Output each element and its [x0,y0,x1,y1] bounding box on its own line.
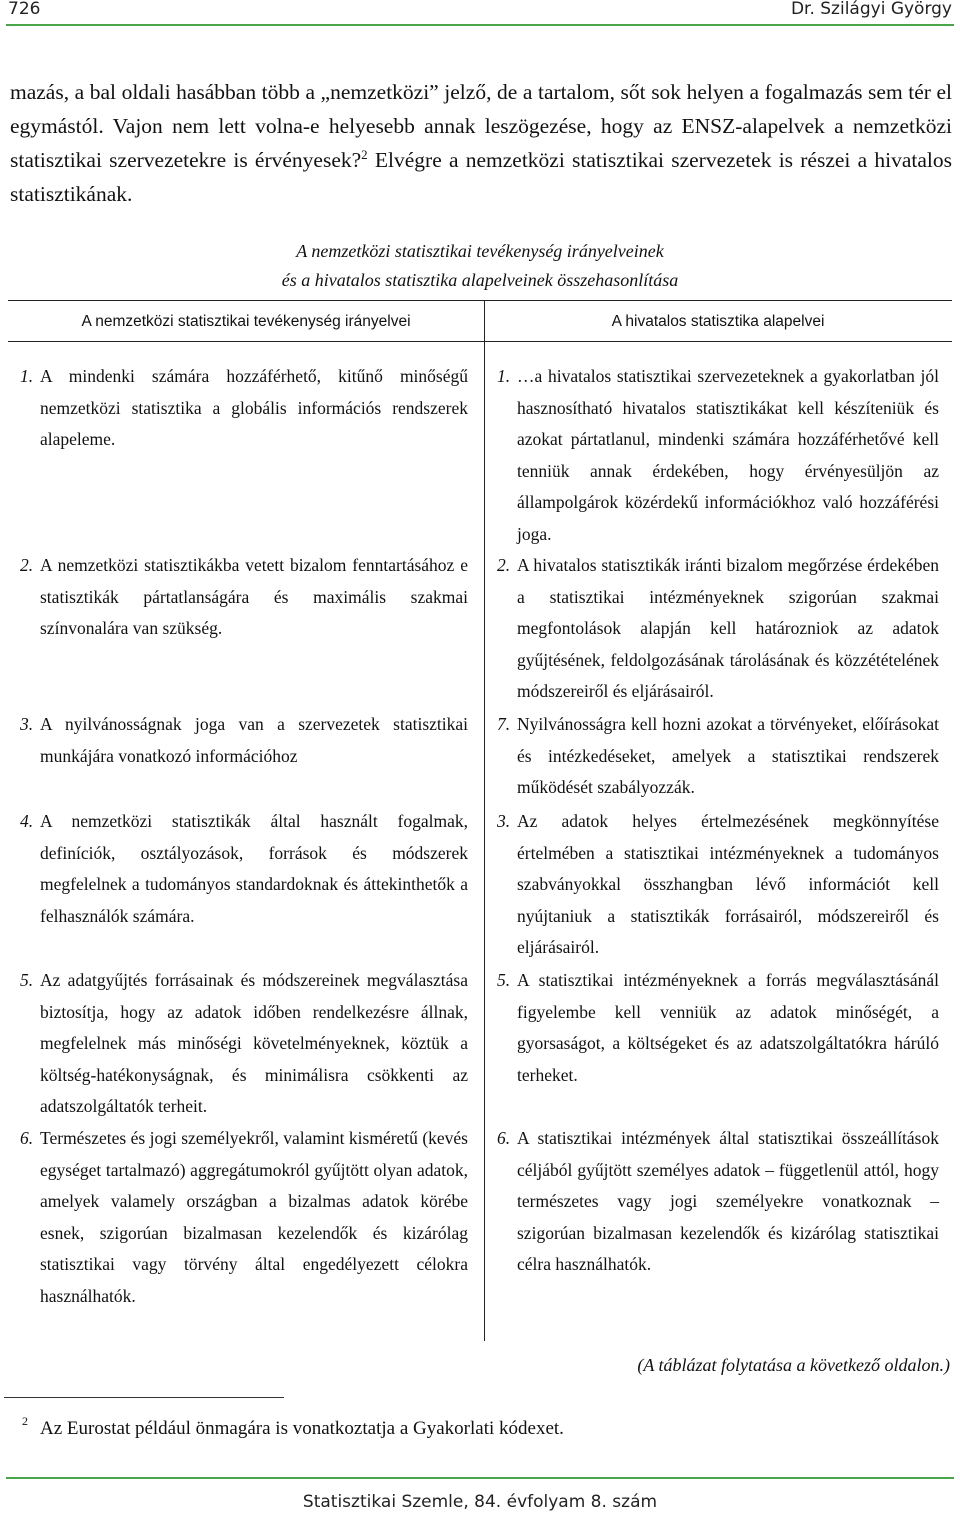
item-text: A nemzetközi statisztikák által használt fogalmak, definíciók, osztályozások, források és módszerek megfelelnek a tudományos standardoknak és áttekinthetők a felhasználók számára. [40,811,468,926]
table-column-divider [484,300,485,1341]
right-item [497,709,939,804]
table-top-rule [8,300,952,301]
table-title-line1: A nemzetközi statisztikai tevékenység irányelveinek [296,241,664,261]
right-item [497,361,939,551]
item-text: A statisztikai intézményeknek a forrás megválasztásánál figyelembe kell venniük az adatok minőségét, a gyorsaságot, a költségeket és az adatszolgáltatókra hárúló terheket. [517,970,939,1085]
item-text: …a hivatalos statisztikai szervezeteknek a gyakorlatban jól hasznosítható hivatalos statisztikákat kell készíteniük és azokat pártatlanul, mindenki számára hozzáférhetővé kell tenniük annak érdekében, hogy érvényesüljön az állampolgárok közérdekű információkhoz való hozzáférési joga. [517,366,939,544]
item-text: A nyilvánosságnak joga van a szervezetek statisztikai munkájára vonatkozó információhoz [40,714,468,766]
right-item [497,550,939,708]
table-header-rule [8,341,952,342]
item-number: 6. [497,1128,511,1148]
left-item [20,965,468,1123]
intro-paragraph [10,75,952,211]
item-number: 5. [497,970,511,990]
intro-text-b: Elvégre a nemzetközi statisztikai szervezetek is részei a hivatalos statisztikának. [10,148,953,206]
item-number: 2. [497,555,511,575]
left-item [20,1123,468,1313]
left-item [20,709,468,772]
left-item [20,361,468,456]
item-number: 3. [497,811,511,831]
item-number: 7. [497,714,511,734]
footnote-mark: 2 [22,1414,28,1428]
item-text: Természetes és jogi személyekről, valamint kisméretű (kevés egységet tartalmazó) aggregátumokról gyűjtött olyan adatok, amelyek valamely országban a bizalmas adatok körébe esnek, szigorúan bizalmasan kezelendők és kizárólag statisztikai vagy törvény által engedélyezett célokra használhatók. [40,1128,468,1306]
item-number: 6. [20,1128,34,1148]
footnote-rule [4,1397,284,1398]
item-number: 5. [20,970,34,990]
item-text: Az adatok helyes értelmezésének megkönnyítése értelmében a statisztikai intézményeknek a tudományos szabványokkal összhangban lévő információt kell nyújtaniuk a statisztikák forrásairól, módszereiről és eljárásairól. [517,811,939,958]
right-item [497,1123,939,1281]
footnote-text: Az Eurostat például önmagára is vonatkoztatja a Gyakorlati kódexet. [40,1418,564,1439]
right-item [497,965,939,1091]
footnote-ref[interactable]: 2 [361,147,368,162]
intro-text-a: mazás, a bal oldali hasábban több a „nemzetközi” jelző, de a tartalom, sőt sok helyen a fogalmazás sem tér el egymástól. Vajon nem lett volna-e helyesebb annak leszögezése, hogy az ENSZ-alapelvek a nemzetközi statisztikai szervezetekre is érvényesek? [10,80,952,172]
left-item [20,806,468,932]
item-text: A hivatalos statisztikák iránti bizalom megőrzése érdekében a statisztikai intézményeknek szigorúan szakmai megfontolások alapján kell határozniok az adatok gyűjtésének, feldolgozásának tárolásának és közzétételének módszereiről és eljárásairól. [517,555,939,702]
item-text: Az adatgyűjtés forrásainak és módszereinek megválasztása biztosítja, hogy az adatok időben rendelkezésre állnak, megfelelnek más minőségi követelményeknek, köztük a költség-hatékonyságnak, és minimálisra csökkenti az adatszolgáltatók terheit. [40,970,468,1117]
item-number: 1. [497,366,511,386]
running-footer: Statisztikai Szemle, 84. évfolyam 8. szám [302,1492,658,1512]
left-item [20,550,468,645]
footer-rule [6,1477,954,1479]
item-text: Nyilvánosságra kell hozni azokat a törvényeket, előírásokat és intézkedéseket, amelyek a statisztikai rendszerek működését szabályozzák. [517,714,939,798]
right-item [497,806,939,964]
item-number: 3. [20,714,34,734]
footnote [22,1414,564,1440]
column-header-right: A hivatalos statisztika alapelvei [611,313,825,330]
header-rule [6,24,954,26]
item-number: 4. [20,811,34,831]
table-continuation-note: (A táblázat folytatása a következő oldalon.) [637,1355,950,1375]
item-text: A mindenki számára hozzáférhető, kitűnő minőségű nemzetközi statisztika a globális információs rendszerek alapeleme. [40,366,468,450]
running-header [0,0,960,24]
table-title-line2: és a hivatalos statisztika alapelveinek összehasonlítása [281,270,679,290]
item-number: 2. [20,555,34,575]
item-number: 1. [20,366,34,386]
page-number: 726 [8,0,41,19]
item-text: A nemzetközi statisztikákba vetett bizalom fenntartásához e statisztikák pártatlanságára és maximális szakmai színvonalára van szükség. [40,555,468,639]
column-header-left: A nemzetközi statisztikai tevékenység irányelvei [81,313,411,330]
item-text: A statisztikai intézmények által statisztikai összeállítások céljából gyűjtött személyes adatok – függetlenül attól, hogy természetes vagy jogi személyekre vonatkoznak – szigorúan bizalmasan kezelendők és kizárólag statisztikai célra használhatók. [517,1128,939,1275]
running-author: Dr. Szilágyi György [790,0,952,19]
